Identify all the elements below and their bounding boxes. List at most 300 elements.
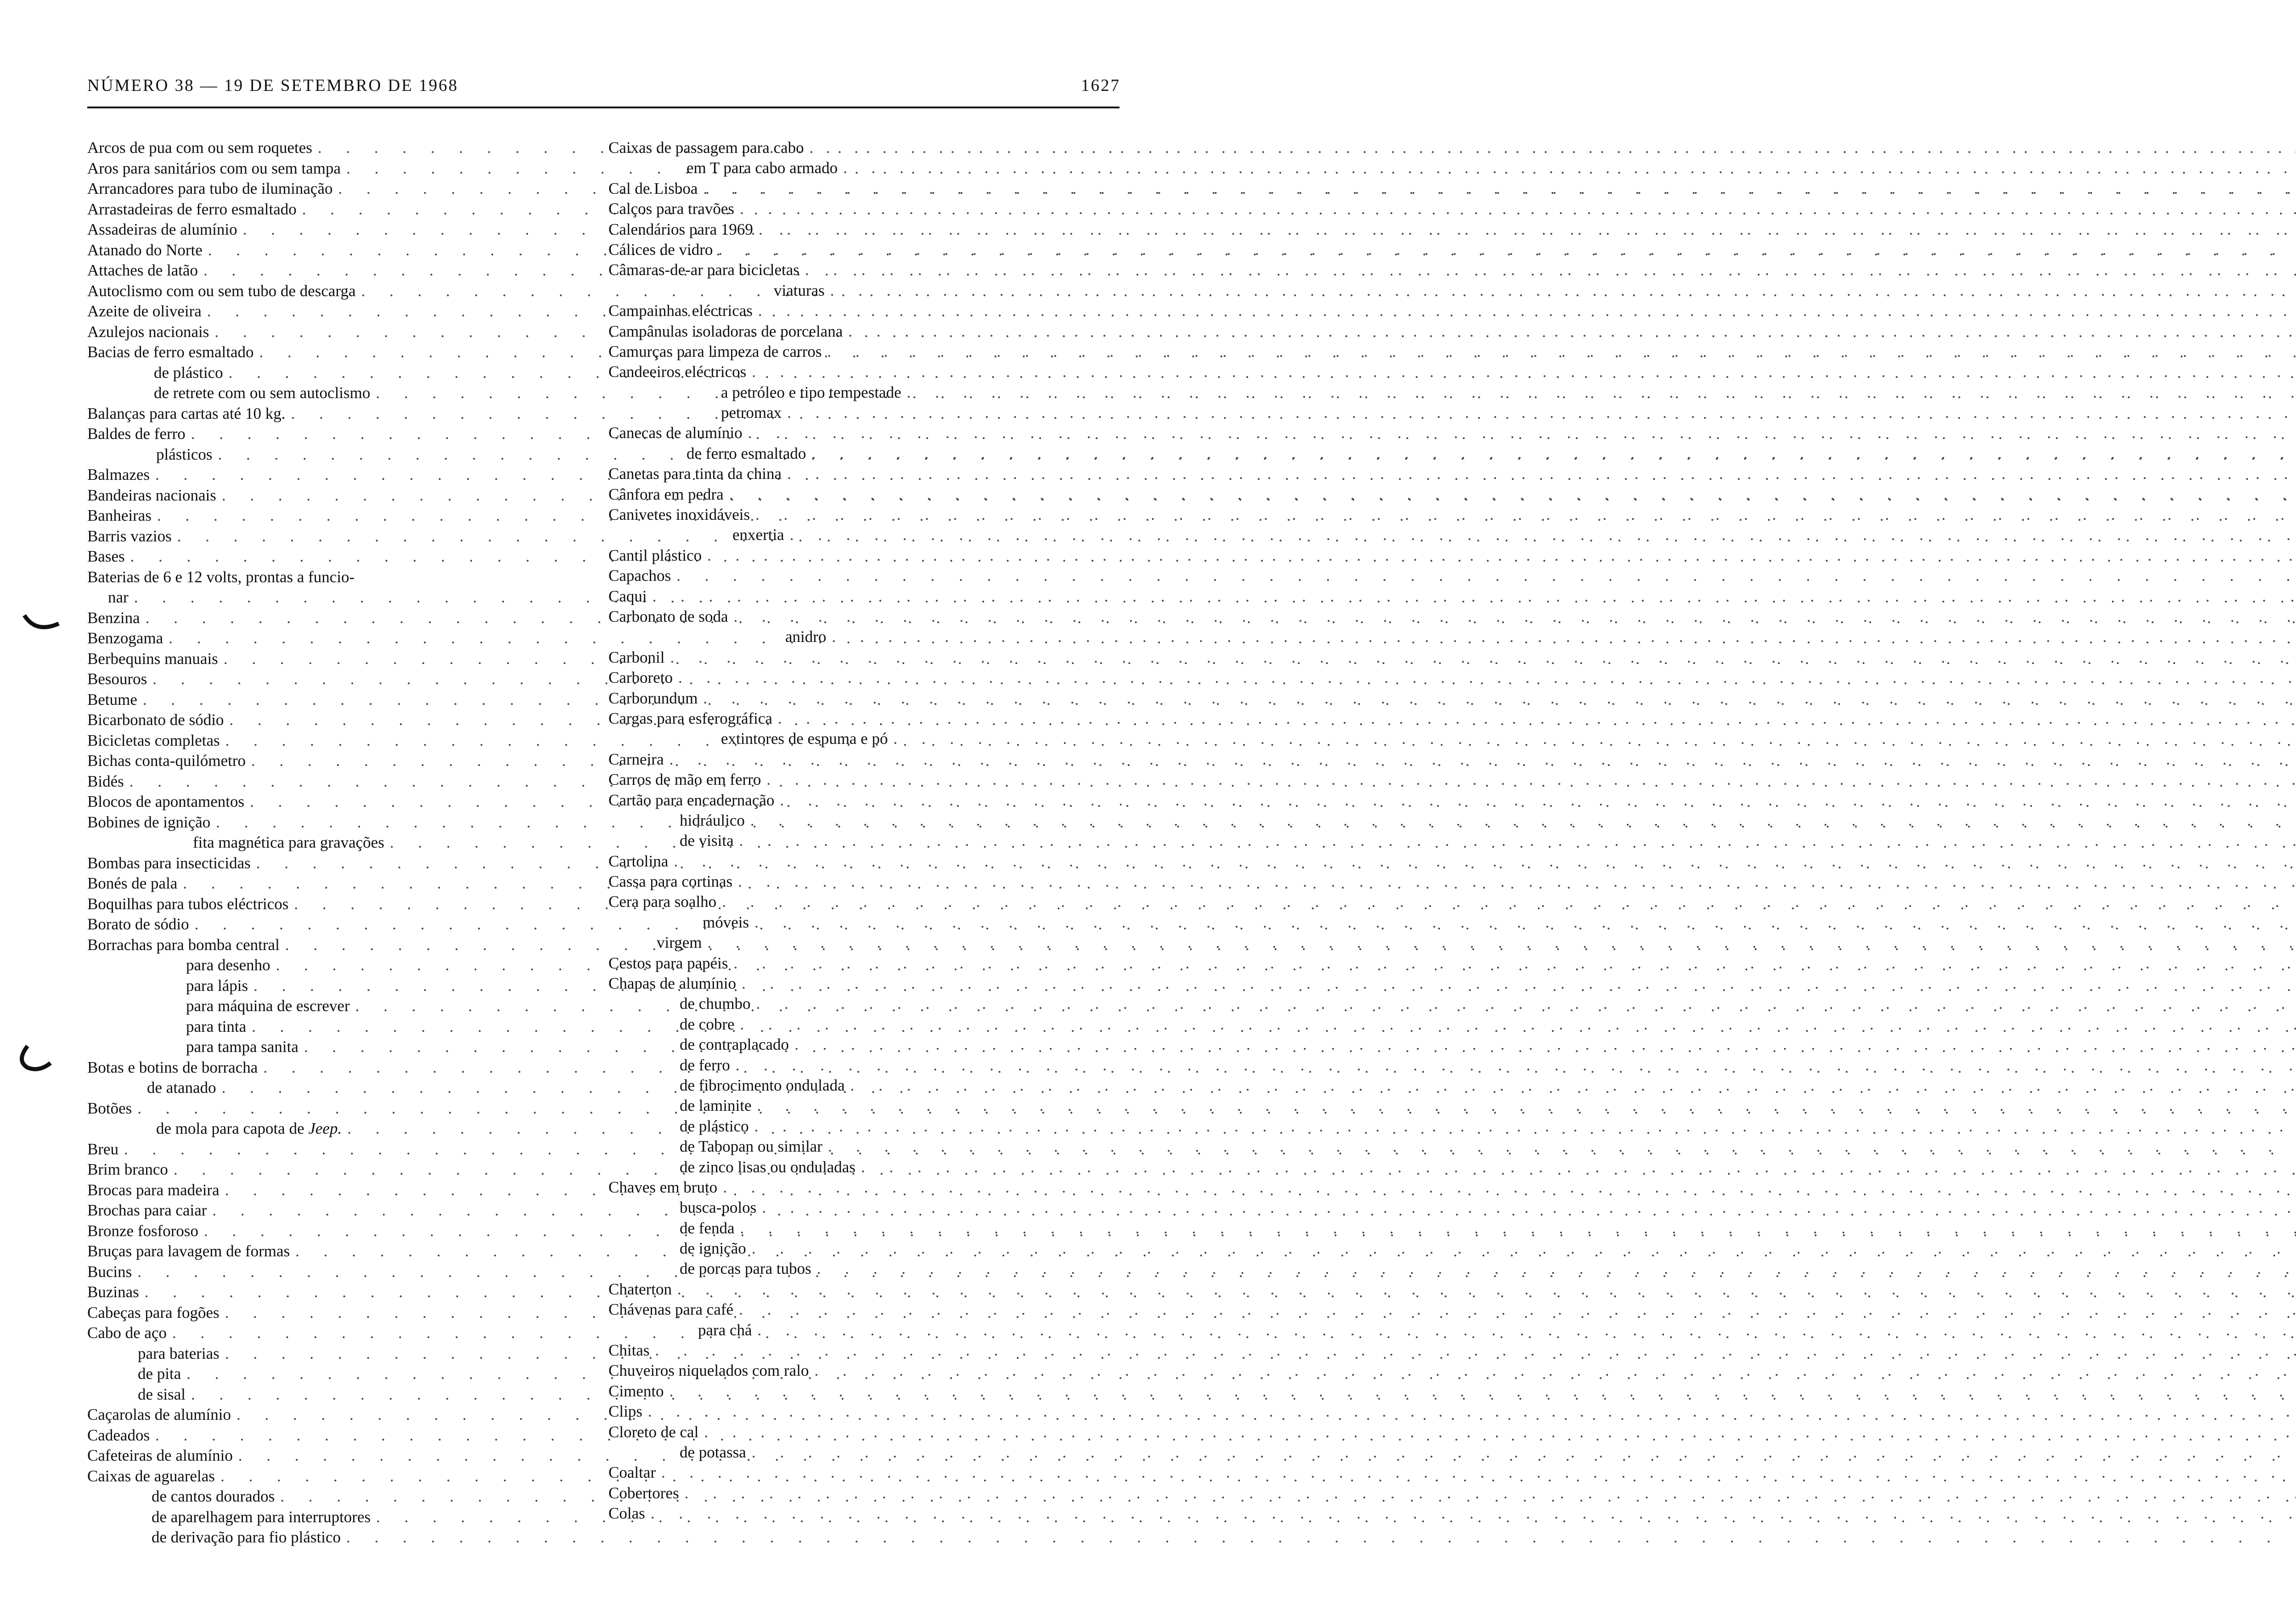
dot-leader — [825, 281, 2296, 301]
dot-leader — [745, 810, 2296, 831]
item-label: Breu — [87, 1140, 119, 1158]
list-item — [87, 587, 556, 608]
item-label: Barris vazios — [87, 527, 172, 545]
list-item — [87, 792, 556, 812]
list-item — [608, 688, 1120, 709]
item-label: busca-polos — [680, 1198, 757, 1217]
item-label: de ferro — [680, 1056, 730, 1074]
item-label: fita magnética para gravações — [193, 833, 384, 851]
list-item — [87, 444, 556, 465]
item-label: Canetas para tinta da china — [608, 465, 782, 483]
item-label: Chávenas para café — [608, 1300, 734, 1319]
list-item — [608, 892, 1120, 912]
item-label: Cargas para esferográfica — [608, 709, 772, 727]
list-item — [608, 342, 1120, 362]
item-label: Cabeças para fogões — [87, 1303, 219, 1322]
list-item — [87, 976, 556, 996]
item-label: Cestos para papéis — [608, 954, 728, 972]
list-item — [608, 1381, 1120, 1401]
list-item — [608, 1157, 1120, 1177]
item-label: de retrete com ou sem autoclismo — [154, 384, 371, 402]
item-label: para desenho — [186, 956, 270, 974]
list-item — [87, 1241, 556, 1262]
list-item — [608, 423, 1120, 443]
list-item — [608, 586, 1120, 607]
dot-leader — [735, 1014, 2296, 1035]
dot-leader — [679, 1483, 2296, 1503]
list-item — [87, 669, 556, 690]
list-item — [608, 973, 1120, 994]
item-label: Candeeiros eléctricos — [608, 363, 747, 381]
list-item — [608, 1218, 1120, 1238]
list-item — [608, 179, 1120, 199]
list-item — [608, 627, 1120, 647]
item-label: petromax — [721, 404, 782, 422]
list-item — [87, 628, 556, 649]
item-label: Cartolina — [608, 852, 669, 870]
item-label: Bicarbonato de sódio — [87, 711, 224, 729]
list-item — [608, 362, 1120, 382]
list-item — [608, 1177, 1120, 1198]
list-item — [87, 1425, 556, 1446]
list-item — [87, 1262, 556, 1283]
dot-leader — [751, 1096, 2296, 1116]
item-label: Balanças para cartas até 10 kg. — [87, 404, 286, 422]
dot-leader — [702, 546, 2296, 566]
list-item — [87, 1139, 556, 1160]
item-label: de fibrocimento ondulada — [680, 1076, 845, 1094]
item-label: Betume — [87, 690, 137, 709]
dot-leader — [845, 1075, 2296, 1096]
list-item — [87, 955, 556, 976]
dot-leader — [843, 321, 2296, 342]
item-label: Arrancadores para tubo de iluminação — [87, 180, 333, 197]
item-label: de zinco lisas ou onduladas — [680, 1158, 855, 1176]
item-label: em T para cabo armado — [687, 159, 838, 177]
list-item — [608, 790, 1120, 810]
dot-leader — [647, 586, 2296, 607]
item-label: Caçarolas de alumínio — [87, 1406, 231, 1423]
item-label: de Tabopan ou similar — [680, 1137, 822, 1156]
dot-leader — [736, 973, 2296, 994]
list-item — [87, 1098, 556, 1119]
item-label: Blocos de apontamentos — [87, 793, 245, 810]
dot-leader — [671, 566, 2296, 586]
dot-leader — [855, 1157, 2296, 1177]
list-item — [87, 546, 556, 567]
dot-leader — [645, 1503, 2296, 1524]
dot-leader — [838, 158, 2296, 178]
issue-date: NÚMERO 38 — 19 DE SETEMBRO DE 1968 — [87, 76, 459, 95]
list-item — [608, 1442, 1120, 1463]
item-label: Carros de mão em ferro — [608, 771, 761, 789]
item-label: Buzinas — [87, 1283, 139, 1301]
dot-leader — [799, 260, 2296, 280]
dot-leader — [749, 1116, 2296, 1136]
dot-leader — [774, 790, 2296, 810]
item-label: de cobre — [680, 1015, 735, 1033]
item-label: Capachos — [608, 567, 671, 585]
list-item — [87, 1119, 556, 1139]
list-item — [87, 1384, 556, 1405]
list-item — [608, 1259, 1120, 1279]
right-column — [608, 138, 1120, 1524]
list-item — [87, 179, 556, 199]
item-label: para baterias — [138, 1344, 219, 1362]
dot-leader — [664, 749, 2296, 770]
list-item — [87, 465, 556, 485]
dot-leader — [752, 1320, 2296, 1340]
list-item — [87, 649, 556, 669]
dot-leader — [749, 912, 2296, 933]
item-label: Baldes de ferro — [87, 425, 186, 443]
item-label: Balmazes — [87, 466, 150, 484]
list-item — [87, 935, 556, 956]
dot-leader — [672, 1279, 2296, 1300]
list-item — [608, 1238, 1120, 1259]
list-item — [608, 933, 1120, 953]
list-item — [87, 260, 556, 281]
list-item — [87, 833, 556, 853]
list-item — [87, 219, 556, 240]
item-label: de laminite — [680, 1097, 752, 1115]
list-item — [87, 1180, 556, 1201]
item-label: nar — [108, 588, 129, 606]
list-item — [608, 709, 1120, 729]
list-item — [87, 731, 556, 751]
dot-leader — [901, 383, 2296, 403]
item-label: Bidés — [87, 772, 124, 790]
item-label: Atanado do Norte — [87, 241, 203, 259]
dot-leader — [664, 647, 2296, 668]
dot-leader — [746, 362, 2296, 382]
list-item — [608, 994, 1120, 1014]
dot-leader — [822, 1136, 2296, 1157]
list-item — [608, 1361, 1120, 1381]
item-label: anidro — [785, 628, 827, 646]
item-label: Bacias de ferro esmaltado — [87, 343, 254, 361]
dot-leader — [784, 525, 2296, 545]
item-label: Attaches de latão — [87, 261, 198, 279]
list-item — [608, 1422, 1120, 1442]
list-item — [87, 506, 556, 526]
list-item — [87, 1200, 556, 1221]
list-item — [608, 770, 1120, 790]
item-label: para tampa sanita — [186, 1038, 298, 1056]
list-item — [87, 1446, 556, 1466]
page-header — [87, 76, 1120, 103]
list-item — [608, 546, 1120, 566]
italic-brand: Jeep. — [308, 1120, 342, 1137]
list-item — [608, 831, 1120, 851]
list-item — [87, 710, 556, 731]
item-label: Carbonil — [608, 648, 665, 666]
item-label: Botões — [87, 1099, 132, 1117]
list-item — [87, 873, 556, 894]
punch-hole-arc-1 — [24, 615, 59, 627]
dot-leader — [732, 872, 2296, 892]
dot-leader — [746, 1238, 2296, 1259]
item-label: Aros para sanitários com ou sem tampa — [87, 159, 341, 177]
item-label: Coaltar — [608, 1463, 656, 1482]
item-label: Chitas — [608, 1341, 650, 1360]
dot-leader — [826, 627, 2296, 647]
list-item — [87, 1282, 556, 1303]
item-label: Berbequins manuais — [87, 649, 218, 668]
list-item — [608, 1340, 1120, 1361]
dot-leader — [717, 1177, 2296, 1198]
punch-hole-mark-1 — [22, 611, 63, 634]
item-label: Bases — [87, 547, 125, 565]
item-label: Campainhas eléctricas — [608, 302, 753, 320]
dot-leader — [751, 994, 2296, 1014]
item-label: de ferro esmaltado — [687, 444, 806, 462]
list-item — [608, 1035, 1120, 1055]
item-label: para chá — [698, 1321, 752, 1339]
list-item — [608, 851, 1120, 872]
list-item — [608, 953, 1120, 973]
item-label: Calendários para 1969 — [608, 220, 753, 238]
punch-hole-mark-2 — [14, 1042, 55, 1075]
item-label: de visita — [680, 832, 734, 850]
list-item — [608, 1014, 1120, 1035]
item-label: de plástico — [154, 363, 223, 382]
item-label: Caixas de passagem para cabo — [608, 139, 804, 157]
item-label: móveis — [703, 913, 749, 931]
list-item — [608, 1463, 1120, 1483]
item-label: Cartão para encadernação — [608, 791, 775, 809]
list-item — [87, 1058, 556, 1078]
dot-leader — [888, 729, 2296, 749]
item-label: a petróleo e tipo tempestade — [721, 383, 901, 401]
list-item — [87, 363, 556, 383]
list-item — [87, 567, 556, 588]
list-item — [608, 1075, 1120, 1096]
dot-leader — [782, 464, 2296, 484]
list-item — [608, 1279, 1120, 1300]
item-label: Boquilhas para tubos eléctricos — [87, 895, 289, 913]
dot-leader — [724, 484, 2296, 505]
list-item — [608, 810, 1120, 831]
item-label: viaturas — [774, 281, 825, 299]
dot-leader — [698, 688, 2296, 709]
item-label: de mola para capota de Jeep. — [156, 1120, 342, 1137]
list-item — [608, 607, 1120, 627]
dot-leader — [811, 1259, 2296, 1279]
item-label: Azulejos nacionais — [87, 322, 209, 341]
list-item — [608, 219, 1120, 240]
dot-leader — [668, 851, 2296, 872]
item-label: Besouros — [87, 670, 147, 688]
dot-leader — [753, 219, 2296, 240]
list-item — [608, 403, 1120, 423]
dot-leader — [750, 505, 2296, 525]
item-label: de porcas para tubos — [680, 1260, 811, 1278]
item-label: enxertia — [732, 526, 784, 544]
list-item — [87, 1527, 556, 1548]
list-item — [87, 853, 556, 874]
dot-leader — [728, 953, 2296, 973]
item-label: Cadeados — [87, 1426, 150, 1444]
item-label: Azeite de oliveira — [87, 302, 202, 320]
item-label: Botas e botins de borracha — [87, 1058, 258, 1076]
item-label: Cálices de vidro — [608, 240, 713, 259]
list-item — [87, 424, 556, 444]
item-label: de pita — [138, 1365, 181, 1383]
list-item — [608, 301, 1120, 321]
item-label: Carborundum — [608, 689, 698, 707]
item-label: Benzogama — [87, 629, 163, 647]
list-item — [608, 240, 1120, 260]
item-label: Canivetes inoxidáveis — [608, 506, 750, 524]
dot-leader — [730, 1055, 2296, 1075]
dot-leader — [782, 403, 2296, 423]
item-label: Carneira — [608, 750, 664, 768]
list-item — [608, 1055, 1120, 1075]
item-label: Cassa para cortinas — [608, 872, 733, 891]
list-item — [87, 1344, 556, 1364]
list-item — [608, 1483, 1120, 1503]
list-item — [87, 894, 556, 915]
punch-hole-arc-2 — [22, 1046, 51, 1069]
dot-leader — [656, 1463, 2296, 1483]
item-label: Chaterton — [608, 1280, 672, 1298]
dot-leader — [642, 1401, 2296, 1422]
item-label: Chuveiros niquelados com ralo — [608, 1361, 809, 1380]
page-number: 1627 — [1081, 76, 1120, 95]
item-label: Baterias de 6 e 12 volts, prontas a funcio- — [87, 568, 355, 586]
item-label: Bicicletas completas — [87, 731, 220, 749]
list-item — [87, 690, 556, 710]
item-label: Bruças para lavagem de formas — [87, 1242, 290, 1260]
item-label: de fenda — [680, 1219, 735, 1237]
list-item — [87, 751, 556, 771]
list-item — [87, 1037, 556, 1058]
dot-leader — [698, 1422, 2296, 1442]
item-label: de potassa — [680, 1443, 746, 1461]
dot-leader — [734, 831, 2296, 851]
dot-leader — [806, 444, 2296, 464]
list-item — [87, 1405, 556, 1425]
item-label: Brim branco — [87, 1160, 168, 1178]
list-item — [87, 199, 556, 220]
item-label: de ignição — [680, 1239, 746, 1258]
list-item — [608, 749, 1120, 770]
list-item — [608, 484, 1120, 505]
list-item — [87, 1303, 556, 1323]
item-label: Brochas para caiar — [87, 1201, 207, 1219]
list-item — [87, 1466, 556, 1487]
dot-leader — [713, 240, 2296, 260]
list-item — [87, 996, 556, 1017]
dot-leader — [756, 1198, 2296, 1218]
list-item — [87, 1078, 556, 1098]
item-label: de derivação para fio plástico — [152, 1528, 341, 1546]
list-item — [87, 138, 556, 158]
item-label: Cera para soalho — [608, 893, 717, 911]
dot-leader — [702, 933, 2296, 953]
list-item — [608, 1320, 1120, 1340]
item-label: Bobines de ignição — [87, 813, 211, 831]
dot-leader — [761, 770, 2296, 790]
list-item — [608, 321, 1120, 342]
header-rule — [87, 107, 1120, 108]
list-item — [608, 1136, 1120, 1157]
list-item — [87, 1323, 556, 1344]
item-label: Canecas de alumínio — [608, 424, 743, 442]
list-item — [87, 812, 556, 833]
dot-leader — [673, 668, 2296, 688]
item-label: Campânulas isoladoras de porcelana — [608, 322, 843, 340]
list-item — [87, 158, 556, 179]
list-item — [608, 566, 1120, 586]
item-label: de contraplacado — [680, 1035, 789, 1054]
dot-leader — [746, 1442, 2296, 1463]
list-item — [608, 138, 1120, 158]
list-item — [87, 301, 556, 322]
list-item — [608, 872, 1120, 892]
dot-leader — [809, 1361, 2296, 1381]
item-label: de plástico — [680, 1117, 749, 1135]
item-label: Autoclismo com ou sem tubo de descarga — [87, 281, 356, 300]
item-label: extintores de espuma e pó — [721, 730, 888, 748]
list-item — [608, 525, 1120, 545]
item-label: Carbonato de soda — [608, 607, 728, 625]
dot-leader — [734, 199, 2296, 219]
item-label: Arcos de pua com ou sem roquetes — [87, 139, 312, 157]
item-label: Calços para travões — [608, 200, 735, 218]
item-label: Chapas de alumínio — [608, 974, 737, 993]
dot-leader — [743, 423, 2296, 443]
item-label: de sisal — [138, 1385, 186, 1403]
dot-leader — [664, 1381, 2296, 1401]
list-item — [608, 199, 1120, 219]
dot-leader — [822, 342, 2296, 362]
list-item — [87, 404, 556, 424]
item-label: Bichas conta-quilómetro — [87, 752, 246, 770]
item-label: Chaves em bruto — [608, 1178, 718, 1196]
list-item — [608, 1116, 1120, 1136]
list-item — [608, 260, 1120, 280]
list-item — [87, 1486, 556, 1507]
left-column — [87, 138, 556, 1548]
list-item — [608, 281, 1120, 301]
item-label: Carboreto — [608, 669, 673, 687]
list-item — [87, 1221, 556, 1242]
list-item — [608, 464, 1120, 484]
item-label: Banheiras — [87, 506, 152, 524]
list-item — [608, 158, 1120, 178]
dot-leader — [698, 179, 2296, 199]
list-item — [87, 342, 556, 363]
item-label: Brocas para madeira — [87, 1181, 219, 1199]
item-label: para tinta — [186, 1017, 247, 1035]
item-label: Bandeiras nacionais — [87, 486, 216, 504]
item-label: Colas — [608, 1504, 645, 1523]
list-item — [608, 912, 1120, 933]
item-label: para lápis — [186, 976, 248, 995]
item-label: Caqui — [608, 587, 647, 605]
list-item — [87, 1364, 556, 1384]
list-item — [608, 444, 1120, 464]
dot-leader — [772, 709, 2296, 729]
item-label: de chumbo — [680, 995, 751, 1013]
item-label: Bronze fosforoso — [87, 1221, 199, 1240]
item-label: Borrachas para bomba central — [87, 935, 280, 954]
item-label: hidráulico — [680, 811, 745, 829]
list-item — [608, 729, 1120, 749]
item-label: Bucins — [87, 1262, 132, 1281]
